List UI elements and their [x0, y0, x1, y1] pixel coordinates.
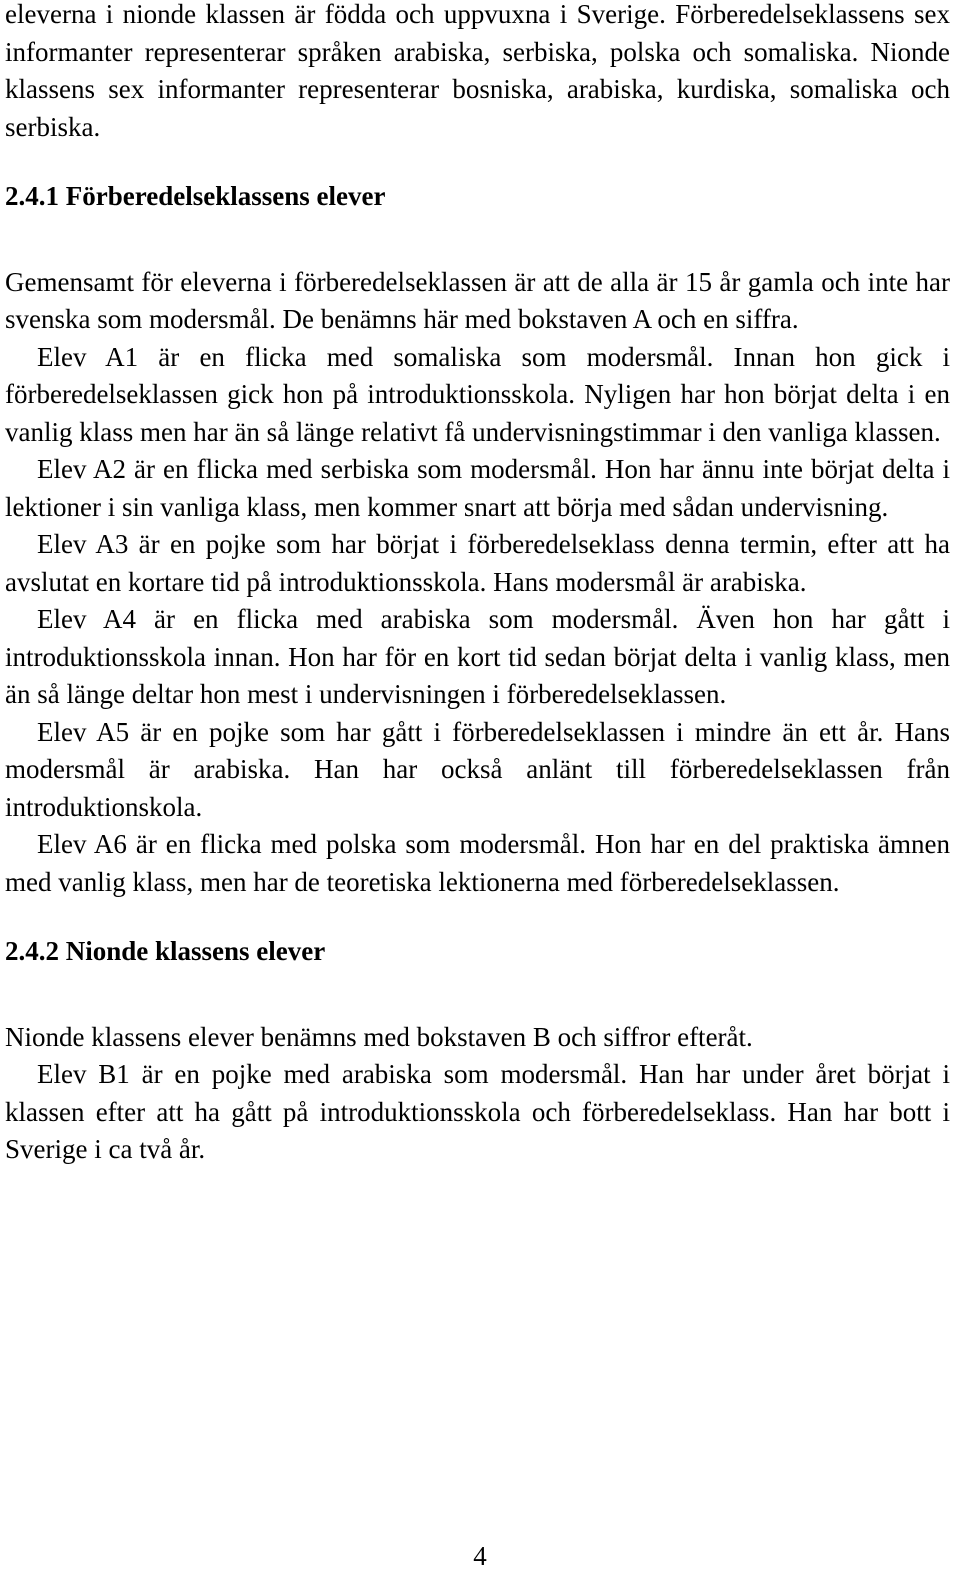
section-1-paragraph-elev-a3: Elev A3 är en pojke som har börjat i förberedelseklass denna termin, efter att ha avslutat en kortare tid på introduktionsskola. Hans modersmål är arabiska.: [5, 529, 950, 597]
section-1-paragraph-elev-a5: Elev A5 är en pojke som har gått i förberedelseklassen i mindre än ett år. Hans modersmål är arabiska. Han har också anlänt till förberedelseklassen från introduktionskola.: [5, 716, 950, 822]
section-1-paragraph-elev-a4: Elev A4 är en flicka med arabiska som modersmål. Även hon har gått i introduktionsskola innan. Hon har för en kort tid sedan börjat delta i vanlig klass, men än så länge deltar hon mest i undervisningen i förberedelseklassen.: [5, 604, 950, 709]
section-1-paragraph-elev-a2: Elev A2 är en flicka med serbiska som modersmål. Hon har ännu inte börjat delta i lektioner i sin vanliga klass, men kommer snart att börja med sådan undervisning.: [5, 454, 950, 522]
section-heading-2-4-1: 2.4.1 Förberedelseklassens elever: [5, 181, 386, 211]
intro-paragraph: eleverna i nionde klassen är födda och uppvuxna i Sverige. Förberedelseklassens sex informanter representerar språken arabiska, serbiska, polska och somaliska. Nionde klassens sex informanter representerar bosniska, arabiska, kurdiska, somaliska och serbiska.: [5, 0, 950, 142]
page-number: 4: [473, 1541, 487, 1571]
section-1-paragraph-elev-a1: Elev A1 är en flicka med somaliska som modersmål. Innan hon gick i förberedelseklassen gick hon på introduktionsskola. Nyligen har hon börjat delta i en vanlig klass men har än så länge relativt få undervisningstimmar i den vanliga klassen.: [5, 341, 950, 447]
section-2-paragraph-1: Nionde klassens elever benämns med bokstaven B och siffror efteråt.: [5, 1021, 753, 1052]
section-1-paragraph-1: Gemensamt för eleverna i förberedelseklassen är att de alla är 15 år gamla och inte har svenska som modersmål. De benämns här med bokstaven A och en siffra.: [5, 266, 950, 334]
section-2-paragraph-elev-b1: Elev B1 är en pojke med arabiska som modersmål. Han har under året börjat i klassen efter att ha gått på introduktionsskola och förberedelseklass. Han har bott i Sverige i ca två år.: [5, 1059, 950, 1164]
section-heading-2-4-2: 2.4.2 Nionde klassens elever: [5, 936, 326, 966]
section-1-paragraph-elev-a6: Elev A6 är en flicka med polska som modersmål. Hon har en del praktiska ämnen med vanlig klass, men har de teoretiska lektionerna med förberedelseklassen.: [5, 829, 950, 897]
document-page: [5, 0, 950, 1169]
